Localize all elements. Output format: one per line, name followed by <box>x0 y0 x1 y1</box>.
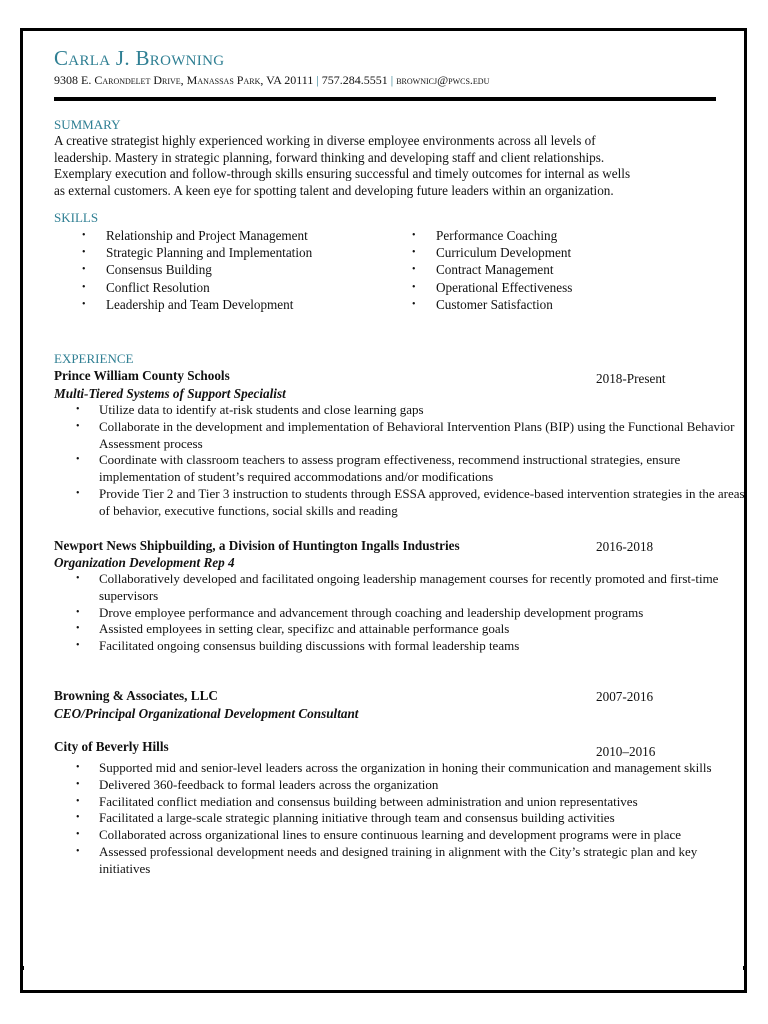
corner-mark <box>743 966 747 970</box>
header-rule <box>54 97 716 101</box>
candidate-name: Carla J. Browning <box>54 46 225 70</box>
job-bullet: • Collaboratively developed and facilitated ongoing leadership management courses for recently promoted and first-time supervisors <box>76 571 746 605</box>
job-bullet: • Collaborate in the development and implementation of Behavioral Intervention Plans (BIP) using the Functional Behavior Assessment process <box>76 419 746 453</box>
skills-list-right <box>412 227 572 313</box>
summary-line: A creative strategist highly experienced working in diverse employee environments across all levels of <box>54 133 596 148</box>
job-organization: Newport News Shipbuilding, a Division of Huntington Ingalls Industries <box>54 538 460 553</box>
skill-item: • Operational Effectiveness <box>412 279 572 296</box>
job-bullet: • Drove employee performance and advancement through coaching and leadership development programs <box>76 605 746 622</box>
phone: 757.284.5551 <box>321 73 388 87</box>
skill-item: • Customer Satisfaction <box>412 296 572 313</box>
job-bullet: • Assessed professional development needs and designed training in alignment with the City’s strategic plan and key initiatives <box>76 844 746 878</box>
corner-mark <box>20 966 24 970</box>
skill-item: • Performance Coaching <box>412 227 572 244</box>
separator: | <box>390 73 394 87</box>
job-role: CEO/Principal Organizational Development Consultant <box>54 706 359 721</box>
job-bullet: • Provide Tier 2 and Tier 3 instruction to students through ESSA approved, evidence-based intervention strategies in the areas of behavior, executive functions, social skills and reading <box>76 486 746 520</box>
job-bullet: • Facilitated ongoing consensus building discussions with formal leadership teams <box>76 638 746 655</box>
skill-item: • Strategic Planning and Implementation <box>82 244 312 261</box>
skill-item: • Relationship and Project Management <box>82 227 312 244</box>
job-bullet: • Collaborated across organizational lines to ensure continuous learning and development programs were in place <box>76 827 746 844</box>
skill-item: • Leadership and Team Development <box>82 296 312 313</box>
job-role: Multi-Tiered Systems of Support Specialist <box>54 386 286 401</box>
job-bullet: • Delivered 360-feedback to formal leaders across the organization <box>76 777 746 794</box>
skill-item: • Consensus Building <box>82 261 312 278</box>
job-bullet: • Utilize data to identify at-risk students and close learning gaps <box>76 402 746 419</box>
job-bullets <box>76 402 746 520</box>
skill-item: • Contract Management <box>412 261 572 278</box>
contact-line <box>54 73 489 88</box>
job-bullets <box>76 760 746 878</box>
job-bullet: • Supported mid and senior-level leaders across the organization in honing their communication and management skills <box>76 760 746 777</box>
summary-text <box>54 133 734 199</box>
experience-heading: EXPERIENCE <box>54 351 134 366</box>
address: 9308 E. Carondelet Drive, Manassas Park, VA 20111 <box>54 73 314 87</box>
summary-heading: SUMMARY <box>54 117 121 132</box>
job-bullet: • Facilitated conflict mediation and consensus building between administration and union representatives <box>76 794 746 811</box>
summary-line: Exemplary execution and follow-through skills ensuring successful and timely outcomes for internal as wells <box>54 166 631 181</box>
job-bullet: • Assisted employees in setting clear, specifizc and attainable performance goals <box>76 621 746 638</box>
job-bullet: • Coordinate with classroom teachers to assess program effectiveness, recommend instructional strategies, ensure implementation of student’s required accommodations and/or modifications <box>76 452 746 486</box>
job-date: 2007-2016 <box>596 689 654 704</box>
job-role: Organization Development Rep 4 <box>54 555 235 570</box>
summary-line: as external customers. A keen eye for spotting talent and developing future leaders within an organization. <box>54 182 614 198</box>
job-organization: Prince William County Schools <box>54 368 230 383</box>
separator: | <box>316 73 319 87</box>
job-date: 2010–2016 <box>596 744 656 759</box>
skill-item: • Curriculum Development <box>412 244 572 261</box>
job-bullet: • Facilitated a large-scale strategic planning initiative through team and consensus building activities <box>76 810 746 827</box>
job-date: 2016-2018 <box>596 539 654 554</box>
job-organization: City of Beverly Hills <box>54 739 169 754</box>
email[interactable]: brownicj@pwcs.edu <box>396 73 490 87</box>
skills-heading: SKILLS <box>54 210 99 225</box>
job-bullets <box>76 571 746 655</box>
job-organization: Browning & Associates, LLC <box>54 688 218 703</box>
skill-item: • Conflict Resolution <box>82 279 312 296</box>
job-date: 2018-Present <box>596 371 666 386</box>
summary-line: leadership. Mastery in strategic planning, forward thinking and developing staff and client relationships. <box>54 149 605 165</box>
skills-list-left <box>82 227 312 313</box>
